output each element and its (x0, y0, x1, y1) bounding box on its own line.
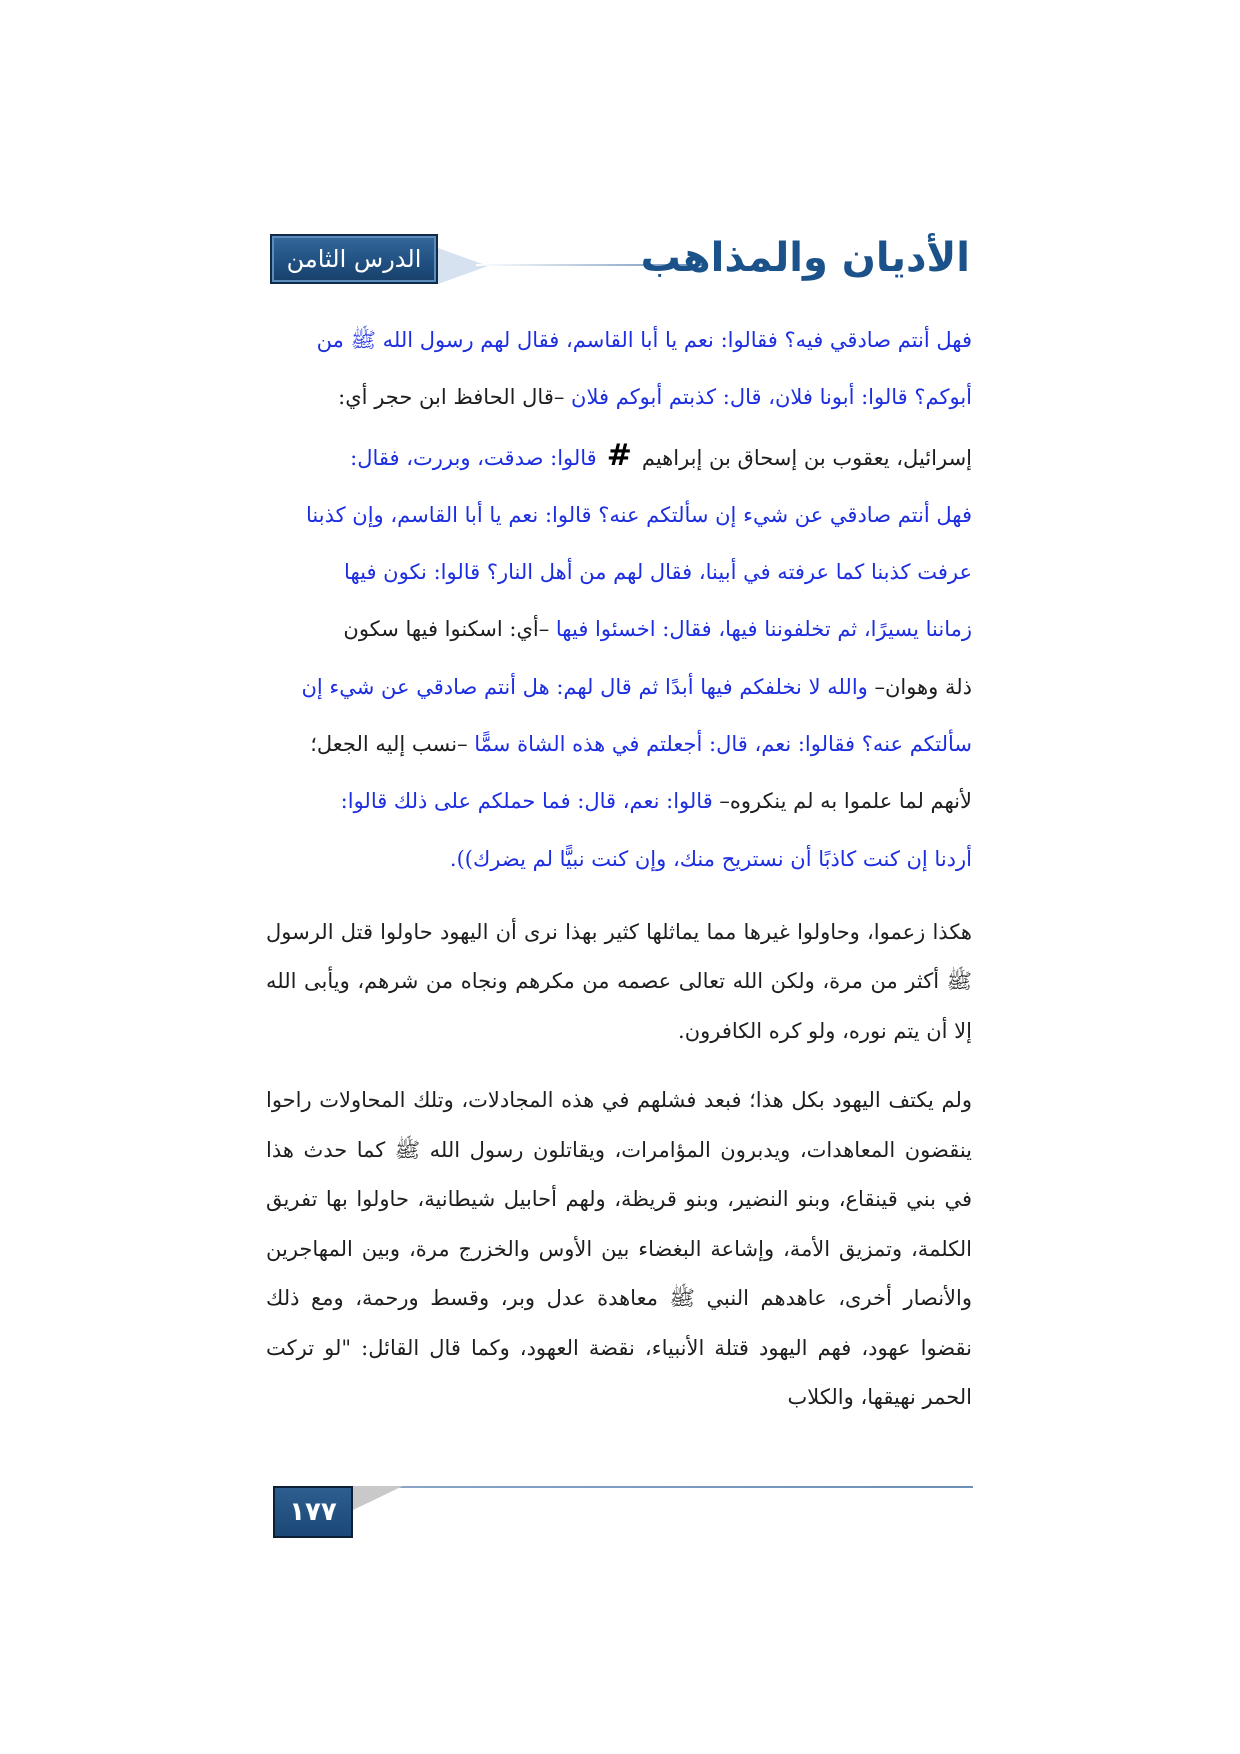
text-line (266, 831, 972, 888)
commentary-text: لأنهم لما علموا به لم ينكروه– (712, 789, 972, 814)
commentary-text: –نسب إليه الجعل؛ (310, 732, 475, 757)
text-line (266, 544, 972, 601)
page-body (266, 312, 972, 1423)
hadith-text: زماننا يسيرًا، ثم تخلفوننا فيها، فقال: اخسئوا فيها (555, 617, 972, 642)
hadith-text: سألتكم عنه؟ فقالوا: نعم، قال: أجعلتم في هذه الشاة سمًّا (474, 732, 972, 757)
commentary-text: ذلة وهوان– (867, 674, 972, 699)
lesson-badge: الدرس الثامن (270, 234, 438, 284)
paragraph-treaties: ولم يكتف اليهود بكل هذا؛ فبعد فشلهم في هذه المجادلات، وتلك المحاولات راحوا ينقضون المعاهدات، ويدبرون المؤامرات، ويقاتلون رسول الله ﷺ كما حدث هذا في بني قينقاع، وبنو النضير، وبنو قريظة، ولهم أحابيل شيطانية، حاولوا بها تفريق الكلمة، وتمزيق الأمة، وإشاعة البغضاء بين الأوس والخزرج مرة، وبين المهاجرين والأنصار أخرى، عاهدهم النبي ﷺ معاهدة عدل وبر، وقسط ورحمة، ومع ذلك نقضوا عهود، فهم اليهود قتلة الأنبياء، نقضة العهود، وكما قال القائل: "لو تركت الحمر نهيقها، والكلاب (266, 1088, 972, 1410)
text-line (266, 773, 972, 830)
paragraph-attempts: هكذا زعموا، وحاولوا غيرها مما يماثلها كثير بهذا نرى أن اليهود حاولوا قتل الرسول ﷺ أكثر من مرة، ولكن الله تعالى عصمه من مكرهم ونجاه من شرهم، ويأبى الله إلا أن يتم نوره، ولو كره الكافرون. (266, 919, 972, 1043)
commentary-text: إسرائيل، يعقوب بن إسحاق بن إبراهيم (641, 445, 972, 470)
hadith-text: فهل أنتم صادقي فيه؟ فقالوا: نعم يا أبا القاسم، فقال لهم رسول الله ﷺ من (316, 328, 972, 352)
text-line (266, 487, 972, 544)
book-title: الأديان والمذاهب (640, 235, 970, 281)
hadith-text: أردنا إن كنت كاذبًا أن نستريح منك، وإن كنت نبيًّا لم يضرك)). (449, 846, 972, 871)
page-number: ١٧٧ (273, 1486, 353, 1538)
page-footer (273, 1486, 973, 1540)
text-line (266, 716, 972, 773)
text-line (266, 427, 972, 487)
hash-mark: # (606, 437, 632, 473)
text-line (266, 369, 972, 426)
commentary-text: –قال الحافظ ابن حجر أي: (338, 385, 572, 410)
hadith-text: قالوا: صدقت، وبررت، فقال: (350, 445, 597, 470)
hadith-text: أبوكم؟ قالوا: أبونا فلان، قال: كذبتم أبوكم فلان (571, 385, 972, 410)
page-number-shadow-decoration (353, 1486, 403, 1510)
hadith-text: والله لا نخلفكم فيها أبدًا ثم قال لهم: هل أنتم صادقي عن شيء إن (301, 674, 868, 699)
badge-shadow-decoration (438, 248, 488, 284)
text-line (266, 659, 972, 716)
text-line (266, 312, 972, 369)
page-header (270, 228, 970, 292)
footer-divider (353, 1486, 973, 1488)
commentary-text: –أي: اسكنوا فيها سكون (343, 617, 556, 642)
hadith-text: قالوا: نعم، قال: فما حملكم على ذلك قالوا: (340, 789, 713, 814)
hadith-text: فهل أنتم صادقي عن شيء إن سألتكم عنه؟ قالوا: نعم يا أبا القاسم، وإن كذبنا (306, 502, 972, 527)
hadith-text: عرفت كذبنا كما عرفته في أبينا، فقال لهم من أهل النار؟ قالوا: نكون فيها (344, 560, 972, 585)
text-line (266, 601, 972, 658)
paragraph-hadith (266, 312, 972, 888)
